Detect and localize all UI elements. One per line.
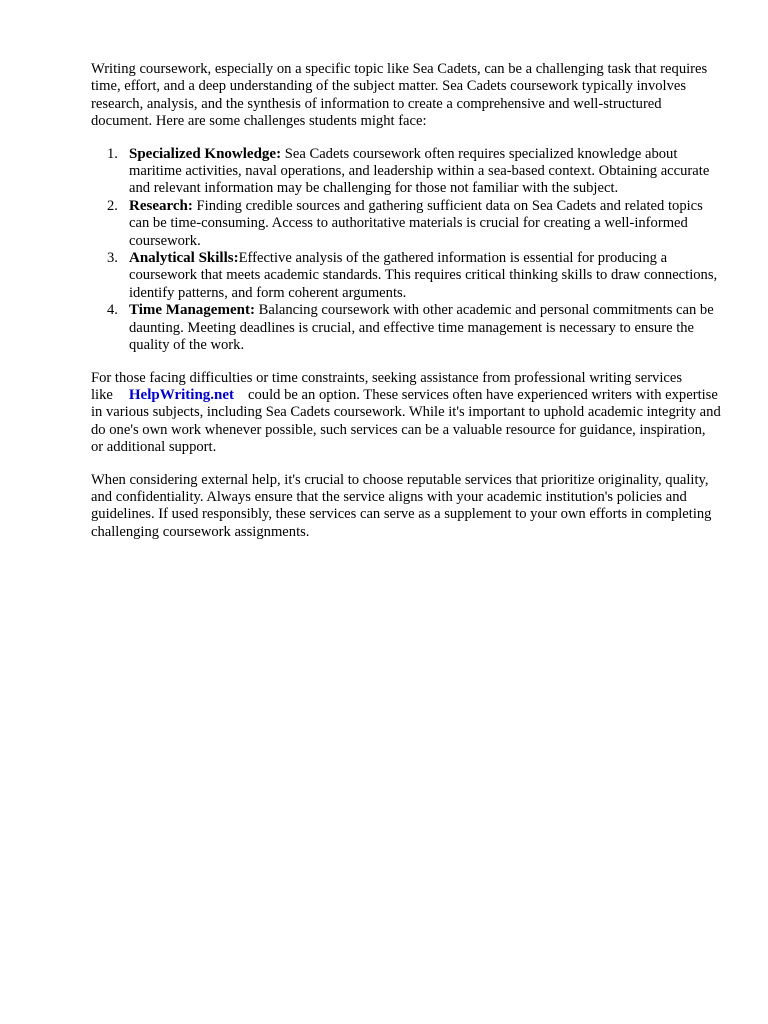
list-item-text: Sea Cadets coursework often requires specialized knowledge about maritime activities, naval operations, and leadership within a sea-based context. Obtaining accurate and relevant information may be challenging for those not familiar with the subject. — [129, 145, 710, 197]
closing-paragraph: When considering external help, it's crucial to choose reputable services that prioritize originality, quality, and confidentiality. Always ensure that the service aligns with your academic institution's policies and guidelines. If used responsibly, these services can serve as a supplement to your own efforts in completing challenging coursework assignments. — [91, 471, 712, 540]
list-item-specialized-knowledge — [91, 146, 721, 198]
services-text-after: could be an option. These services often have experienced writers with expertise in various subjects, including Sea Cadets coursework. While it's important to uphold academic integrity and do one's own work whenever possible, such services can be a valuable resource for guidance, inspiration, or additional support. — [91, 386, 721, 456]
list-item-time-management — [91, 302, 721, 354]
list-item-analytical-skills — [91, 250, 721, 302]
list-item-text: Balancing coursework with other academic and personal commitments can be daunting. Meeting deadlines is crucial, and effective time management is necessary to ensure the quality of the work. — [129, 302, 714, 354]
document-page — [91, 61, 721, 541]
list-number: 2. — [107, 197, 118, 214]
list-number: 4. — [107, 302, 118, 319]
list-number: 3. — [107, 250, 118, 267]
list-item-text: Finding credible sources and gathering sufficient data on Sea Cadets and related topics can be time-consuming. Access to authoritative materials is crucial for creating a well-informed coursework. — [129, 197, 703, 249]
services-paragraph — [91, 370, 721, 457]
list-item-term: Specialized Knowledge: — [129, 145, 282, 162]
list-item-term: Research: — [129, 197, 193, 214]
services-text-before: For those facing difficulties or time constraints, seeking assistance from professional writing services like — [91, 369, 683, 403]
list-item-text: Effective analysis of the gathered information is essential for producing a coursework that meets academic standards. This requires critical thinking skills to draw connections, identify patterns, and form coherent arguments. — [129, 250, 718, 301]
intro-paragraph: Writing coursework, especially on a specific topic like Sea Cadets, can be a challenging task that requires time, effort, and a deep understanding of the subject matter. Sea Cadets coursework typically involves research, analysis, and the synthesis of information to create a comprehensive and well-structured document. Here are some challenges students might face: — [91, 61, 708, 130]
challenges-list — [91, 146, 721, 355]
list-item-term: Analytical Skills: — [129, 250, 239, 267]
list-item-research — [91, 198, 721, 250]
list-item-term: Time Management: — [129, 302, 255, 319]
list-number: 1. — [107, 145, 118, 162]
helpwriting-link[interactable]: HelpWriting.net — [128, 386, 235, 403]
